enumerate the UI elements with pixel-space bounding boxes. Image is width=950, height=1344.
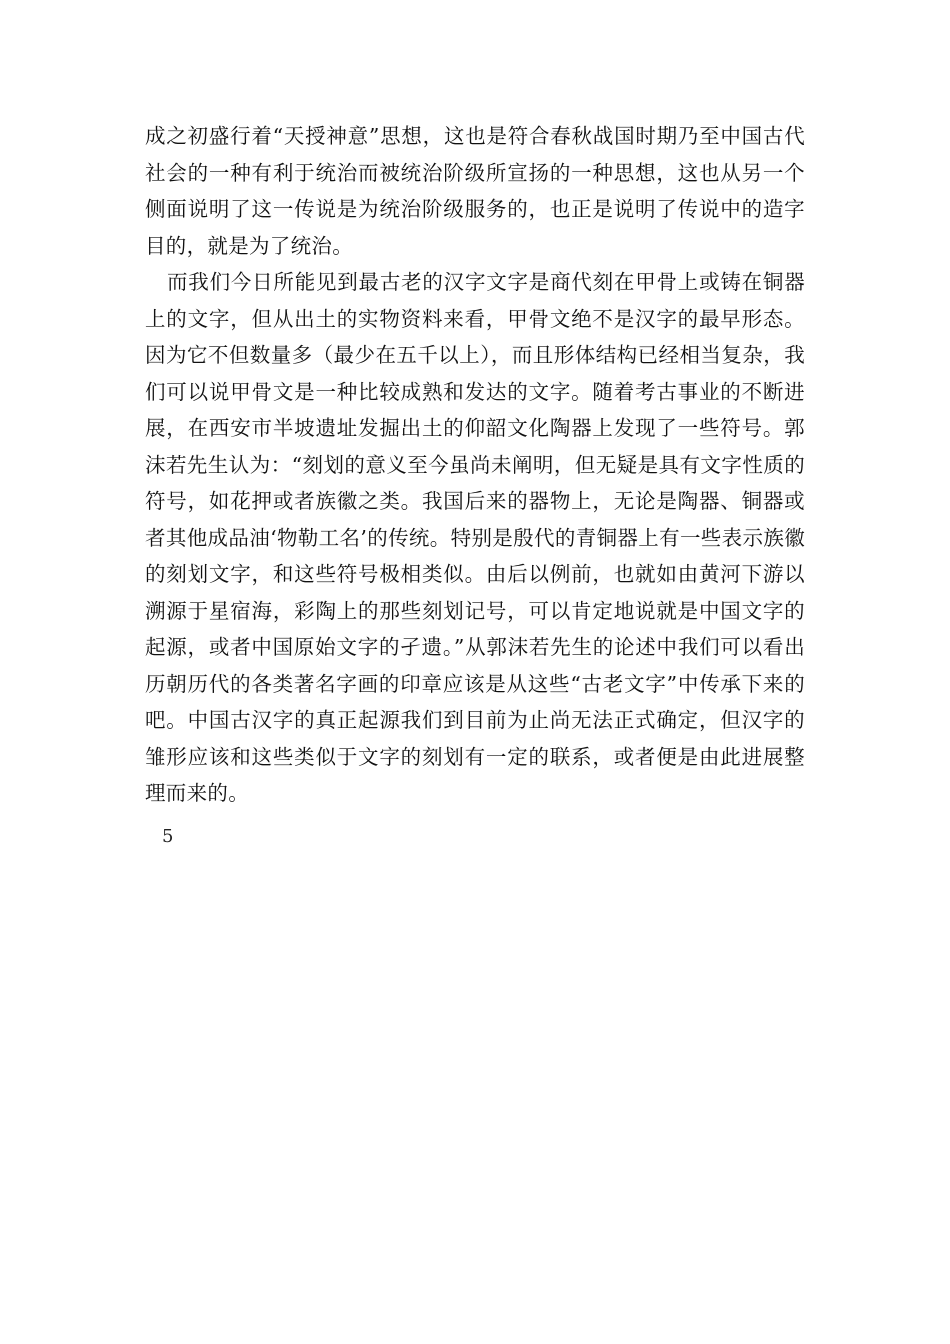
body-text (145, 118, 805, 812)
page-number: 5 (162, 826, 174, 847)
paragraph-oracle-bone-origins: 而我们今日所能见到最古老的汉字文字是商代刻在甲骨上或铸在铜器上的文字，但从出土的实物资料来看，甲骨文绝不是汉字的最早形态。因为它不但数量多（最少在五千以上），而且形体结构已经相当复杂，我们可以说甲骨文是一种比较成熟和发达的文字。随着考古事业的不断进展，在西安市半坡遗址发掘出土的仰韶文化陶器上发现了一些符号。郭沫若先生认为：“刻划的意义至今虽尚未阐明，但无疑是具有文字性质的符号，如花押或者族徽之类。我国后来的器物上，无论是陶器、铜器或者其他成品油‘物勒工名’的传统。特别是殷代的青铜器上有一些表示族徽的刻划文字，和这些符号极相类似。由后以例前，也就如由黄河下游以溯源于星宿海，彩陶上的那些刻划记号，可以肯定地说就是中国文字的起源，或者中国原始文字的孑遗。”从郭沫若先生的论述中我们可以看出历朝历代的各类著名字画的印章应该是从这些“古老文字”中传承下来的吧。中国古汉字的真正起源我们到目前为止尚无法正式确定，但汉字的雏形应该和这些类似于文字的刻划有一定的联系，或者便是由此进展整理而来的。 (145, 270, 805, 805)
paragraph-continued: 成之初盛行着“天授神意”思想，这也是符合春秋战国时期乃至中国古代社会的一种有利于统治而被统治阶级所宣扬的一种思想，这也从另一个侧面说明了这一传说是为统治阶级服务的，也正是说明了传说中的造字目的，就是为了统治。 (145, 124, 805, 258)
